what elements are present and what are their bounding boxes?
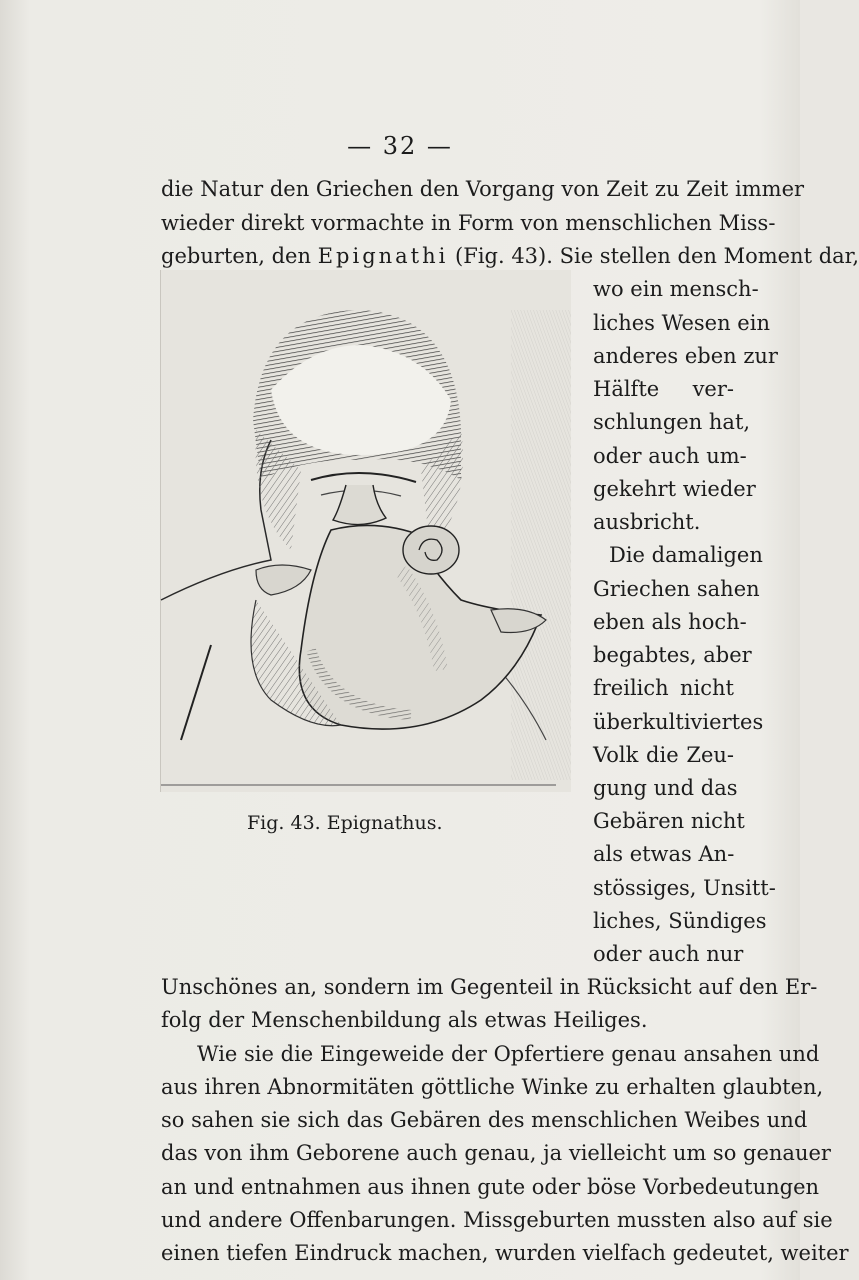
text-line: aus ihren Abnormitäten göttliche Winke zu erhalten glaubten, (161, 1075, 824, 1099)
figure-caption: Fig. 43. Epignathus. (247, 812, 443, 834)
text-line: als etwas An- (593, 842, 735, 866)
text-line: so sahen sie sich das Gebären des menschlichen Weibes und (161, 1108, 808, 1132)
text-line: liches Wesen ein (593, 311, 770, 335)
text-line: schlungen hat, (593, 410, 751, 434)
text-line: folg der Menschenbildung als etwas Heiliges. (161, 1008, 648, 1032)
text-line: begabtes, aber (593, 643, 752, 667)
text-line: einen tiefen Eindruck machen, wurden vielfach gedeutet, weiter (161, 1241, 849, 1265)
text-line: ausbricht. (593, 510, 701, 534)
emphasized-term: Epignathi (317, 244, 449, 268)
text-line: Volk die Zeu- (593, 743, 734, 767)
text-line: wo ein mensch- (593, 277, 759, 301)
text-line: gekehrt wieder (593, 477, 756, 501)
text-line: liches, Sündiges (593, 909, 767, 933)
text-line: das von ihm Geborene auch genau, ja vielleicht um so genauer (161, 1141, 831, 1165)
text-line: oder auch nur (593, 942, 744, 966)
text-line: Gebären nicht (593, 809, 745, 833)
text-line: geburten, den Epignathi (Fig. 43). Sie stellen den Moment dar, (161, 244, 859, 268)
text-line: und andere Offenbarungen. Missgeburten mussten also auf sie (161, 1208, 833, 1232)
figure-epignathus (160, 270, 571, 792)
text-line: stössiges, Unsitt- (593, 876, 776, 900)
text-line: freilich nicht (593, 676, 734, 700)
text-line: wieder direkt vormachte in Form von menschlichen Miss- (161, 211, 776, 235)
text-line: Die damaligen (609, 543, 763, 567)
epignathus-illustration (161, 270, 571, 792)
text-line: anderes eben zur (593, 344, 778, 368)
text-line: überkultiviertes (593, 710, 764, 734)
text-line: Unschönes an, sondern im Gegenteil in Rücksicht auf den Er- (161, 975, 818, 999)
text-line: Wie sie die Eingeweide der Opfertiere genau ansahen und (197, 1042, 820, 1066)
page-number: — 32 — (347, 132, 453, 160)
text-line: gung und das (593, 776, 738, 800)
text-line: die Natur den Griechen den Vorgang von Zeit zu Zeit immer (161, 177, 805, 201)
text-line: Hälfte ver- (593, 377, 734, 401)
text-line: an und entnahmen aus ihnen gute oder böse Vorbedeutungen (161, 1175, 820, 1199)
text-line: eben als hoch- (593, 610, 747, 634)
text-line: oder auch um- (593, 444, 747, 468)
text-line: Griechen sahen (593, 577, 760, 601)
